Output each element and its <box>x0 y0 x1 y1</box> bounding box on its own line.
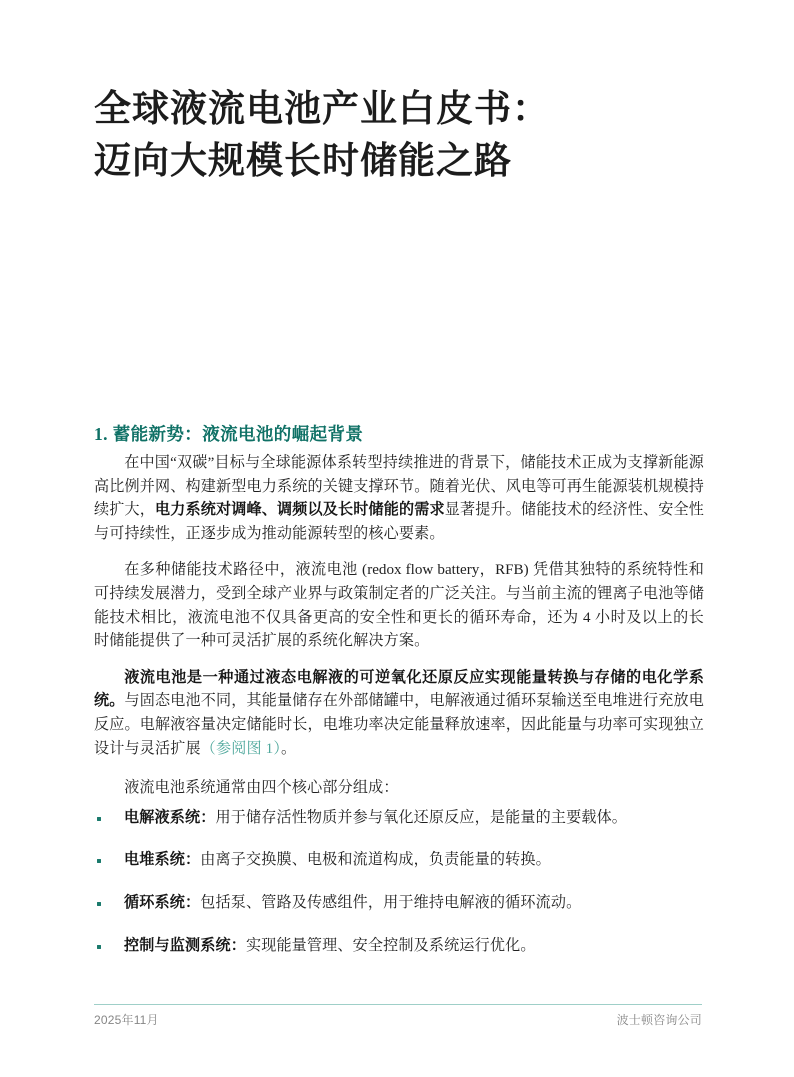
paragraph-3-text: 与固态电池不同，其能量储存在外部储罐中，电解液通过循环泵输送至电堆进行充放电反应。电解液容量决定储能时长，电堆功率决定能量释放速率，因此能量与功率可实现独立设计与灵活扩展 <box>94 693 704 757</box>
list-item-term: 循环系统： <box>124 894 201 911</box>
footer-divider <box>94 1004 702 1005</box>
paragraph-2-text-b: ) 凭借其独特的系统特性和可持续发展潜力，受到全球产业界与政策制定者的广泛关注。与当前主流的锂离子电池等储能技术相比，液流电池不仅具备更高的安全性和更长的循环寿命，还为 4 小时及以上的长时储能提供了一种可灵活扩展的系统化解决方案。 <box>94 562 704 650</box>
list-item <box>94 849 704 873</box>
list-item-term: 电堆系统： <box>124 852 201 869</box>
list-item-desc: 包括泵、管路及传感组件，用于维持电解液的循环流动。 <box>200 894 582 911</box>
document-title-line-1: 全球液流电池产业白皮书： <box>94 89 550 130</box>
core-components-list <box>94 807 704 958</box>
list-item-desc: 实现能量管理、安全控制及系统运行优化。 <box>245 937 536 954</box>
section-heading: 1. 蓄能新势：液流电池的崛起背景 <box>94 423 364 444</box>
paragraph-3 <box>94 667 704 761</box>
bullet-dot-icon <box>97 859 101 863</box>
footer-date: 2025年11月 <box>94 1013 159 1027</box>
list-item <box>94 892 704 916</box>
list-item-term: 控制与监测系统： <box>124 937 246 954</box>
bullet-dot-icon <box>97 945 101 949</box>
list-intro-line: 液流电池系统通常由四个核心部分组成： <box>124 780 399 797</box>
list-item <box>94 807 704 831</box>
document-title <box>94 84 704 188</box>
bullet-dot-icon <box>97 902 101 906</box>
paragraph-3-end: 。 <box>281 740 297 757</box>
list-item-desc: 由离子交换膜、电极和流道构成，负责能量的转换。 <box>200 852 551 869</box>
list-item-desc: 用于储存活性物质并参与氧化还原反应，是能量的主要载体。 <box>215 809 628 826</box>
list-item-term: 电解液系统： <box>124 809 216 826</box>
document-body <box>94 452 704 977</box>
bullet-dot-icon <box>97 817 101 821</box>
paragraph-1-bold: 电力系统对调峰、调频以及长时储能的需求 <box>155 502 445 519</box>
page-footer <box>94 1011 702 1029</box>
document-title-line-2: 迈向大规模长时储能之路 <box>94 141 512 182</box>
paragraph-1-text-a: 在中国“双碳”目标与全球能源体系转型持续推进的背景下，储能技术正成为支撑新能源高比例并网、构建新型电力系统的关键支撑环节。随着光伏、风电等可再生能源装机规模持续扩大， <box>94 455 704 519</box>
paragraph-2-latin-term: redox flow battery，RFB <box>367 562 524 579</box>
paragraph-1 <box>94 452 704 546</box>
figure-reference-link[interactable]: （参阅图 1） <box>200 740 282 757</box>
footer-publisher: 波士顿咨询公司 <box>616 1013 702 1027</box>
list-item <box>94 935 704 959</box>
paragraph-2 <box>94 559 704 653</box>
paragraph-3-bold: 液流电池是一种通过液态电解液的可逆氧化还原反应实现能量转换与存储的电化学系统。 <box>94 669 704 710</box>
paragraph-2-text-a: 在多种储能技术路径中，液流电池 ( <box>124 562 368 579</box>
paragraph-1-text-b: 显著提升。储能技术的经济性、安全性与可持续性，正逐步成为推动能源转型的核心要素。 <box>94 502 704 542</box>
